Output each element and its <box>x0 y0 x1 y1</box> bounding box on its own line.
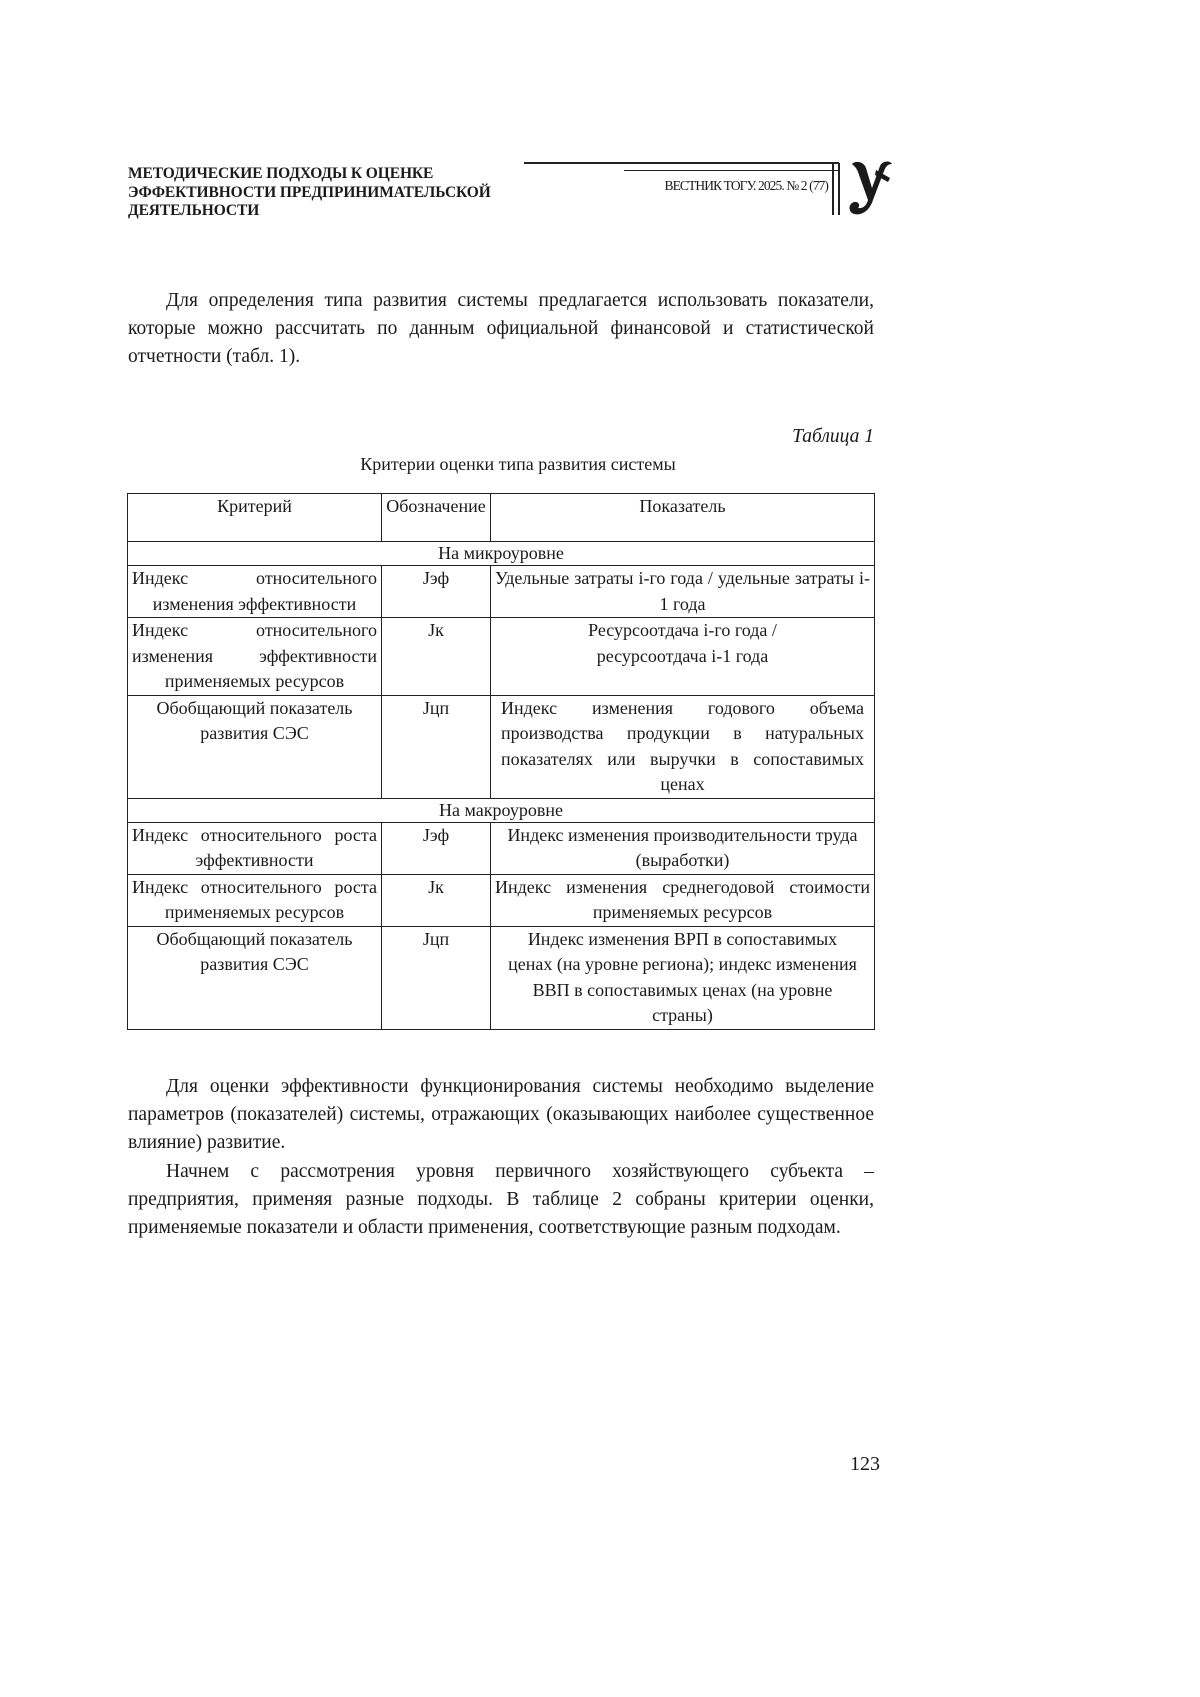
criteria-table <box>127 493 875 1030</box>
journal-issue: ВЕСТНИК ТОГУ. 2025. № 2 (77) <box>664 178 828 193</box>
table-cell: Индекс относительного роста эффективности <box>128 822 382 874</box>
table-row <box>128 926 875 1029</box>
table-cell: Индекс изменения ВРП в сопоставимых ценах (на уровне региона); индекс изменения ВВП в сопоставимых ценах (на уровне страны) <box>491 926 875 1029</box>
table-row <box>128 695 875 798</box>
section-title: На микроуровне <box>128 542 875 566</box>
header-divider <box>832 163 834 215</box>
table-cell: Индекс изменения годового объема производства продукции в натуральных показателях или выручки в сопоставимых ценах <box>491 695 875 798</box>
intro-paragraph: Для определения типа развития системы предлагается использовать показатели, которые можно рассчитать по данным официальной финансовой и статистической отчетности (табл. 1). <box>128 290 874 367</box>
table-header-row <box>128 494 875 542</box>
table-cell: Обобщающий показатель развития СЭС <box>128 926 382 1029</box>
body-paragraph: Начнем с рассмотрения уровня первичного хозяйствующего субъекта – предприятия, применяя разные подходы. В таблице 2 собраны критерии оценки, применяемые показатели и области применения, соответствующие разным подходам. <box>128 1161 874 1238</box>
table-cell: Jцп <box>382 695 491 798</box>
table-cell: Ресурсоотдача i-го года / ресурсоотдача i-1 года <box>491 618 875 696</box>
table-row <box>128 618 875 696</box>
table-cell: Индекс изменения производительности труда (выработки) <box>491 822 875 874</box>
journal-logo-icon <box>846 158 894 218</box>
column-header: Критерий <box>128 494 382 542</box>
table-cell: Обобщающий показатель развития СЭС <box>128 695 382 798</box>
table-cell: Индекс относительного изменения эффективности применяемых ресурсов <box>128 618 382 696</box>
table-caption: Критерии оценки типа развития системы <box>360 454 676 474</box>
header-rule <box>524 162 839 164</box>
table-cell: Индекс относительного роста применяемых ресурсов <box>128 874 382 926</box>
table-cell: Jэф <box>382 566 491 618</box>
table-cell: Jк <box>382 618 491 696</box>
section-row <box>128 542 875 566</box>
page-number: 123 <box>850 1453 880 1475</box>
table-row <box>128 566 875 618</box>
table-cell: Удельные затраты i-го года / удельные затраты i-1 года <box>491 566 875 618</box>
table-cell: Jк <box>382 874 491 926</box>
header-divider <box>838 163 840 215</box>
table-cell: Jэф <box>382 822 491 874</box>
running-header-title: МЕТОДИЧЕСКИЕ ПОДХОДЫ К ОЦЕНКЕ ЭФФЕКТИВНОСТИ ПРЕДПРИНИМАТЕЛЬСКОЙ ДЕЯТЕЛЬНОСТИ <box>128 165 491 219</box>
table-row <box>128 822 875 874</box>
table-cell: Jцп <box>382 926 491 1029</box>
body-paragraph: Для оценки эффективности функционирования системы необходимо выделение параметров (показателей) системы, отражающих (оказывающих наиболее существенное влияние) развитие. <box>128 1076 874 1153</box>
section-title: На макроуровне <box>128 798 875 822</box>
table-label: Таблица 1 <box>792 426 874 447</box>
column-header: Обозначение <box>382 494 491 542</box>
column-header: Показатель <box>491 494 875 542</box>
table-cell: Индекс относительного изменения эффективности <box>128 566 382 618</box>
table-cell: Индекс изменения среднегодовой стоимости применяемых ресурсов <box>491 874 875 926</box>
header-rule-secondary <box>624 170 839 171</box>
table-row <box>128 874 875 926</box>
section-row <box>128 798 875 822</box>
